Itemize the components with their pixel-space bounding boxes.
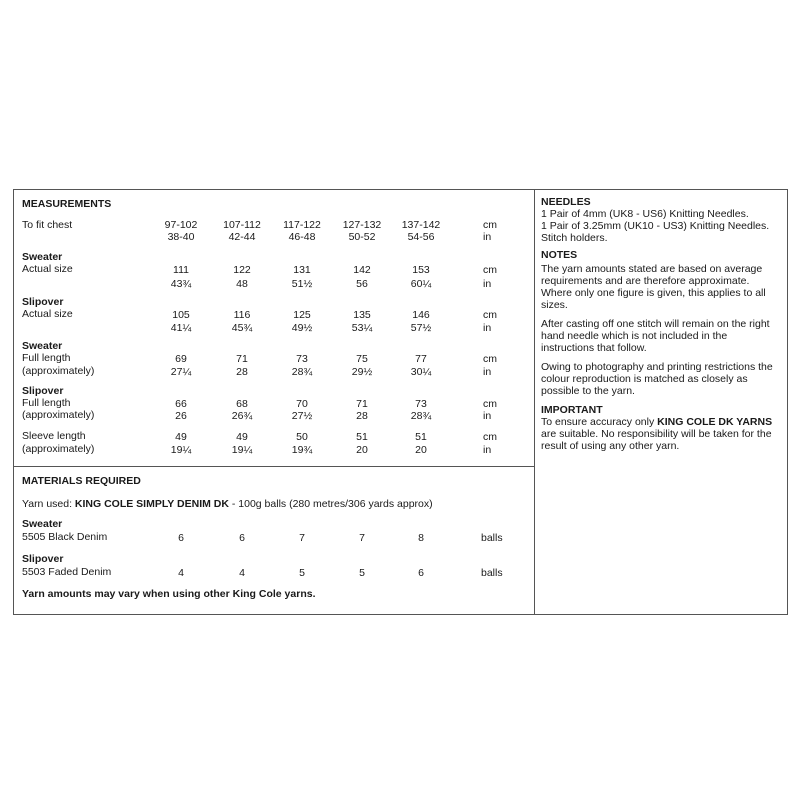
- chest-in: 50-52: [348, 231, 376, 243]
- unit-cm: cm: [483, 353, 497, 365]
- balls-label: balls: [481, 567, 503, 579]
- sleeve-cm: 51: [415, 431, 427, 443]
- needles-line-3: Stitch holders.: [541, 232, 608, 244]
- sweater-heading: Sweater: [22, 340, 63, 352]
- sweater-length-cm: 77: [415, 353, 427, 365]
- sweater-length-cm: 75: [356, 353, 368, 365]
- sweater-length-in: 28¾: [291, 366, 313, 378]
- sweater-length-cm: 71: [236, 353, 248, 365]
- sleeve-in: 20: [415, 444, 427, 456]
- slipover-actual-cm: 146: [412, 309, 430, 321]
- horizontal-divider: [13, 466, 535, 467]
- slipover-length-cm: 71: [356, 398, 368, 410]
- important-text: [541, 416, 779, 452]
- notes-paragraph-2: After casting off one stitch will remain on the right hand needle which is not included in the instructions that follow.: [541, 318, 770, 354]
- sweater-heading: Sweater: [22, 251, 63, 263]
- sleeve-cm: 49: [236, 431, 248, 443]
- slipover-length-in: 28: [356, 410, 368, 422]
- measurements-heading: MEASUREMENTS: [22, 198, 112, 210]
- slipover-actual-in: 57½: [410, 322, 432, 334]
- approx-label: (approximately): [22, 409, 95, 421]
- important-brand: KING COLE DK YARNS: [657, 416, 773, 428]
- chest-in: 42-44: [228, 231, 256, 243]
- yarn-suffix: - 100g balls (280 metres/306 yards approx): [228, 498, 433, 510]
- sleeve-cm: 51: [356, 431, 368, 443]
- chest-cm: 97-102: [164, 219, 198, 231]
- needles-heading: NEEDLES: [541, 196, 591, 208]
- unit-cm: cm: [483, 431, 497, 443]
- right-column: [541, 196, 779, 452]
- yarn-used-line: [22, 498, 433, 510]
- sweater-length-in: 28: [236, 366, 248, 378]
- sleeve-in: 19¼: [170, 444, 192, 456]
- chest-cm: 127-132: [342, 219, 382, 231]
- chest-cm: 117-122: [283, 219, 321, 231]
- sweater-actual-cm: 111: [173, 264, 189, 276]
- slipover-heading: Slipover: [22, 553, 64, 565]
- notes-paragraph-3: Owing to photography and printing restrictions the colour reproduction is matched as closely as possible to the yarn.: [541, 361, 773, 397]
- sweater-balls: 6: [178, 532, 184, 544]
- needles-line-1: 1 Pair of 4mm (UK8 - US6) Knitting Needles.: [541, 208, 749, 220]
- unit-in: in: [483, 444, 492, 456]
- slipover-actual-cm: 125: [293, 309, 311, 321]
- sweater-actual-in: 43¾: [170, 278, 192, 290]
- yarn-note: Yarn amounts may vary when using other King Cole yarns.: [22, 588, 316, 600]
- slipover-heading: Slipover: [22, 385, 64, 397]
- slipover-length-in: 28¾: [410, 410, 432, 422]
- unit-cm: cm: [483, 219, 497, 231]
- slipover-balls: 4: [239, 567, 245, 579]
- slipover-actual-cm: 135: [353, 309, 371, 321]
- chest-in: 38-40: [167, 231, 195, 243]
- sweater-length-in: 27¼: [170, 366, 192, 378]
- slipover-actual-in: 45¾: [231, 322, 253, 334]
- sweater-actual-cm: 153: [412, 264, 430, 276]
- slipover-length-in: 26¾: [231, 410, 253, 422]
- slipover-balls: 4: [178, 567, 184, 579]
- sweater-actual-cm: 122: [233, 264, 251, 276]
- sweater-length-in: 30¼: [410, 366, 432, 378]
- chest-label: To fit chest: [22, 219, 73, 231]
- slipover-balls: 6: [418, 567, 424, 579]
- notes-heading: NOTES: [541, 249, 578, 261]
- sweater-balls: 7: [359, 532, 365, 544]
- unit-cm: cm: [483, 309, 497, 321]
- sleeve-in: 20: [356, 444, 368, 456]
- important-suffix: are suitable. No responsibility will be taken for the result of using any other yarn.: [541, 428, 772, 452]
- notes-paragraph-1: The yarn amounts stated are based on average requirements and are therefore approximate. Where only one figure is given, this applies to all sizes.: [541, 263, 766, 311]
- yarn-name: KING COLE SIMPLY DENIM DK: [74, 498, 229, 510]
- slipover-actual-cm: 105: [172, 309, 190, 321]
- vertical-divider: [534, 189, 535, 615]
- sweater-actual-in: 60¼: [410, 278, 432, 290]
- slipover-length-cm: 70: [296, 398, 308, 410]
- chest-cm: 137-142: [401, 219, 441, 231]
- sleeve-cm: 49: [175, 431, 187, 443]
- slipover-length-cm: 68: [236, 398, 248, 410]
- approx-label: (approximately): [22, 443, 95, 455]
- approx-label: (approximately): [22, 365, 95, 377]
- materials-heading: MATERIALS REQUIRED: [22, 475, 141, 487]
- sweater-colour: 5505 Black Denim: [22, 531, 108, 543]
- unit-in: in: [483, 410, 492, 422]
- sweater-length-in: 29½: [351, 366, 373, 378]
- slipover-actual-in: 41¼: [170, 322, 192, 334]
- slipover-balls: 5: [299, 567, 305, 579]
- slipover-length-cm: 73: [415, 398, 427, 410]
- unit-in: in: [483, 322, 492, 334]
- actual-size-label: Actual size: [22, 263, 73, 275]
- slipover-colour: 5503 Faded Denim: [22, 566, 112, 578]
- sleeve-in: 19¾: [291, 444, 313, 456]
- full-length-label: Full length: [22, 397, 71, 409]
- slipover-actual-in: 49½: [291, 322, 313, 334]
- slipover-actual-cm: 116: [233, 309, 251, 321]
- sweater-actual-in: 51½: [291, 278, 313, 290]
- important-heading: IMPORTANT: [541, 404, 603, 416]
- full-length-label: Full length: [22, 352, 71, 364]
- sweater-actual-cm: 131: [293, 264, 311, 276]
- slipover-length-cm: 66: [175, 398, 187, 410]
- chest-in: 54-56: [407, 231, 435, 243]
- needles-line-2: 1 Pair of 3.25mm (UK10 - US3) Knitting Needles.: [541, 220, 770, 232]
- sweater-length-cm: 69: [175, 353, 187, 365]
- chest-in: 46-48: [288, 231, 316, 243]
- slipover-heading: Slipover: [22, 296, 64, 308]
- important-prefix: To ensure accuracy only: [541, 416, 658, 428]
- sleeve-in: 19¼: [231, 444, 253, 456]
- yarn-prefix: Yarn used:: [22, 498, 75, 510]
- sweater-heading: Sweater: [22, 518, 63, 530]
- sweater-balls: 6: [239, 532, 245, 544]
- sweater-actual-cm: 142: [353, 264, 371, 276]
- unit-in: in: [483, 366, 492, 378]
- unit-in: in: [483, 231, 492, 243]
- sweater-balls: 8: [418, 532, 424, 544]
- unit-cm: cm: [483, 264, 497, 276]
- chest-cm: 107-112: [223, 219, 261, 231]
- sweater-balls: 7: [299, 532, 305, 544]
- unit-cm: cm: [483, 398, 497, 410]
- sweater-actual-in: 48: [236, 278, 248, 290]
- slipover-length-in: 27½: [291, 410, 313, 422]
- sleeve-label: Sleeve length: [22, 430, 86, 442]
- unit-in: in: [483, 278, 492, 290]
- slipover-length-in: 26: [175, 410, 187, 422]
- actual-size-label: Actual size: [22, 308, 73, 320]
- sweater-length-cm: 73: [296, 353, 308, 365]
- sweater-actual-in: 56: [356, 278, 368, 290]
- balls-label: balls: [481, 532, 503, 544]
- slipover-balls: 5: [359, 567, 365, 579]
- sleeve-cm: 50: [296, 431, 308, 443]
- slipover-actual-in: 53¼: [351, 322, 373, 334]
